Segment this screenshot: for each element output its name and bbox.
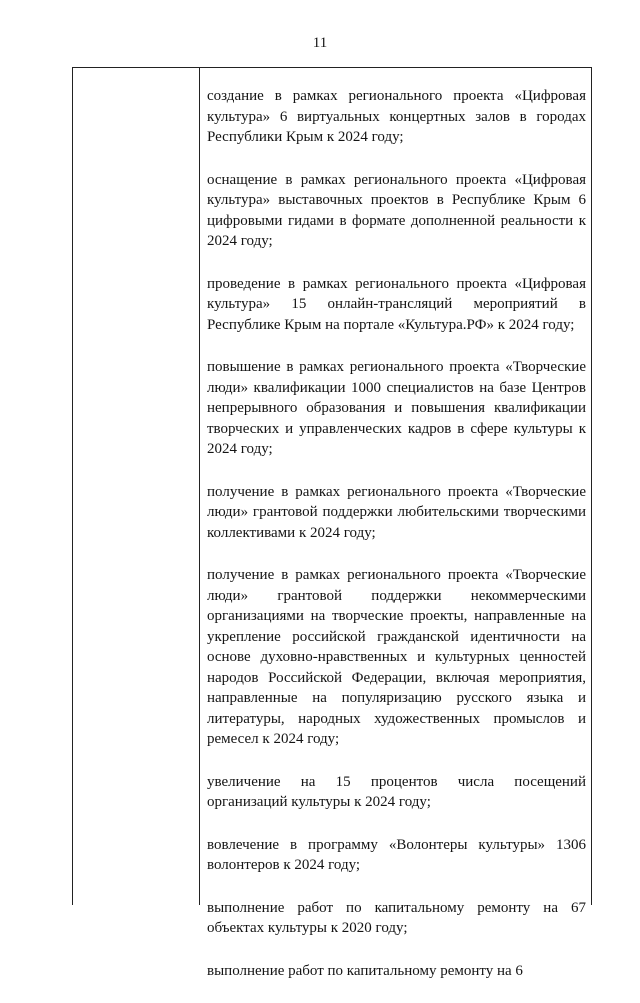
list-item: повышение в рамках регионального проекта «Творческие люди» квалификации 1000 специалистов на базе Центров непрерывного образования и повышения квалификации творческих и управленческих кадров в сфере культуры к 2024 году;: [207, 359, 586, 457]
table-right-cell: [207, 86, 586, 1003]
table-left-cell: [73, 68, 200, 905]
list-item: проведение в рамках регионального проекта «Цифровая культура» 15 онлайн-трансляций мероприятий в Республике Крым на портале «Культура.РФ» к 2024 году;: [207, 275, 586, 333]
list-item: вовлечение в программу «Волонтеры культуры» 1306 волонтеров к 2024 году;: [207, 836, 586, 873]
document-table: [72, 67, 592, 979]
list-item: выполнение работ по капитальному ремонту на 6: [207, 962, 523, 979]
list-item: получение в рамках регионального проекта «Творческие люди» грантовой поддержки некоммерческими организациями на творческие проекты, направленные на укрепление российской гражданской идентичности на основе духовно-нравственных и культурных ценностей народов Российской Федерации, включая мероприятия, направленные на популяризацию русского языка и литературы, народных художественных промыслов и ремесел к 2024 году;: [207, 567, 586, 747]
page-number: 11: [312, 35, 328, 51]
list-item: увеличение на 15 процентов числа посещений организаций культуры к 2024 году;: [207, 773, 586, 810]
list-item: выполнение работ по капитальному ремонту на 67 объектах культуры к 2020 году;: [207, 899, 586, 936]
list-item: получение в рамках регионального проекта «Творческие люди» грантовой поддержки любительскими творческими коллективами к 2024 году;: [207, 483, 586, 541]
list-item: создание в рамках регионального проекта «Цифровая культура» 6 виртуальных концертных залов в городах Республики Крым к 2024 году;: [207, 88, 586, 145]
list-item: оснащение в рамках регионального проекта «Цифровая культура» выставочных проектов в Республике Крым 6 цифровыми гидами в формате дополненной реальности к 2024 году;: [207, 171, 586, 249]
